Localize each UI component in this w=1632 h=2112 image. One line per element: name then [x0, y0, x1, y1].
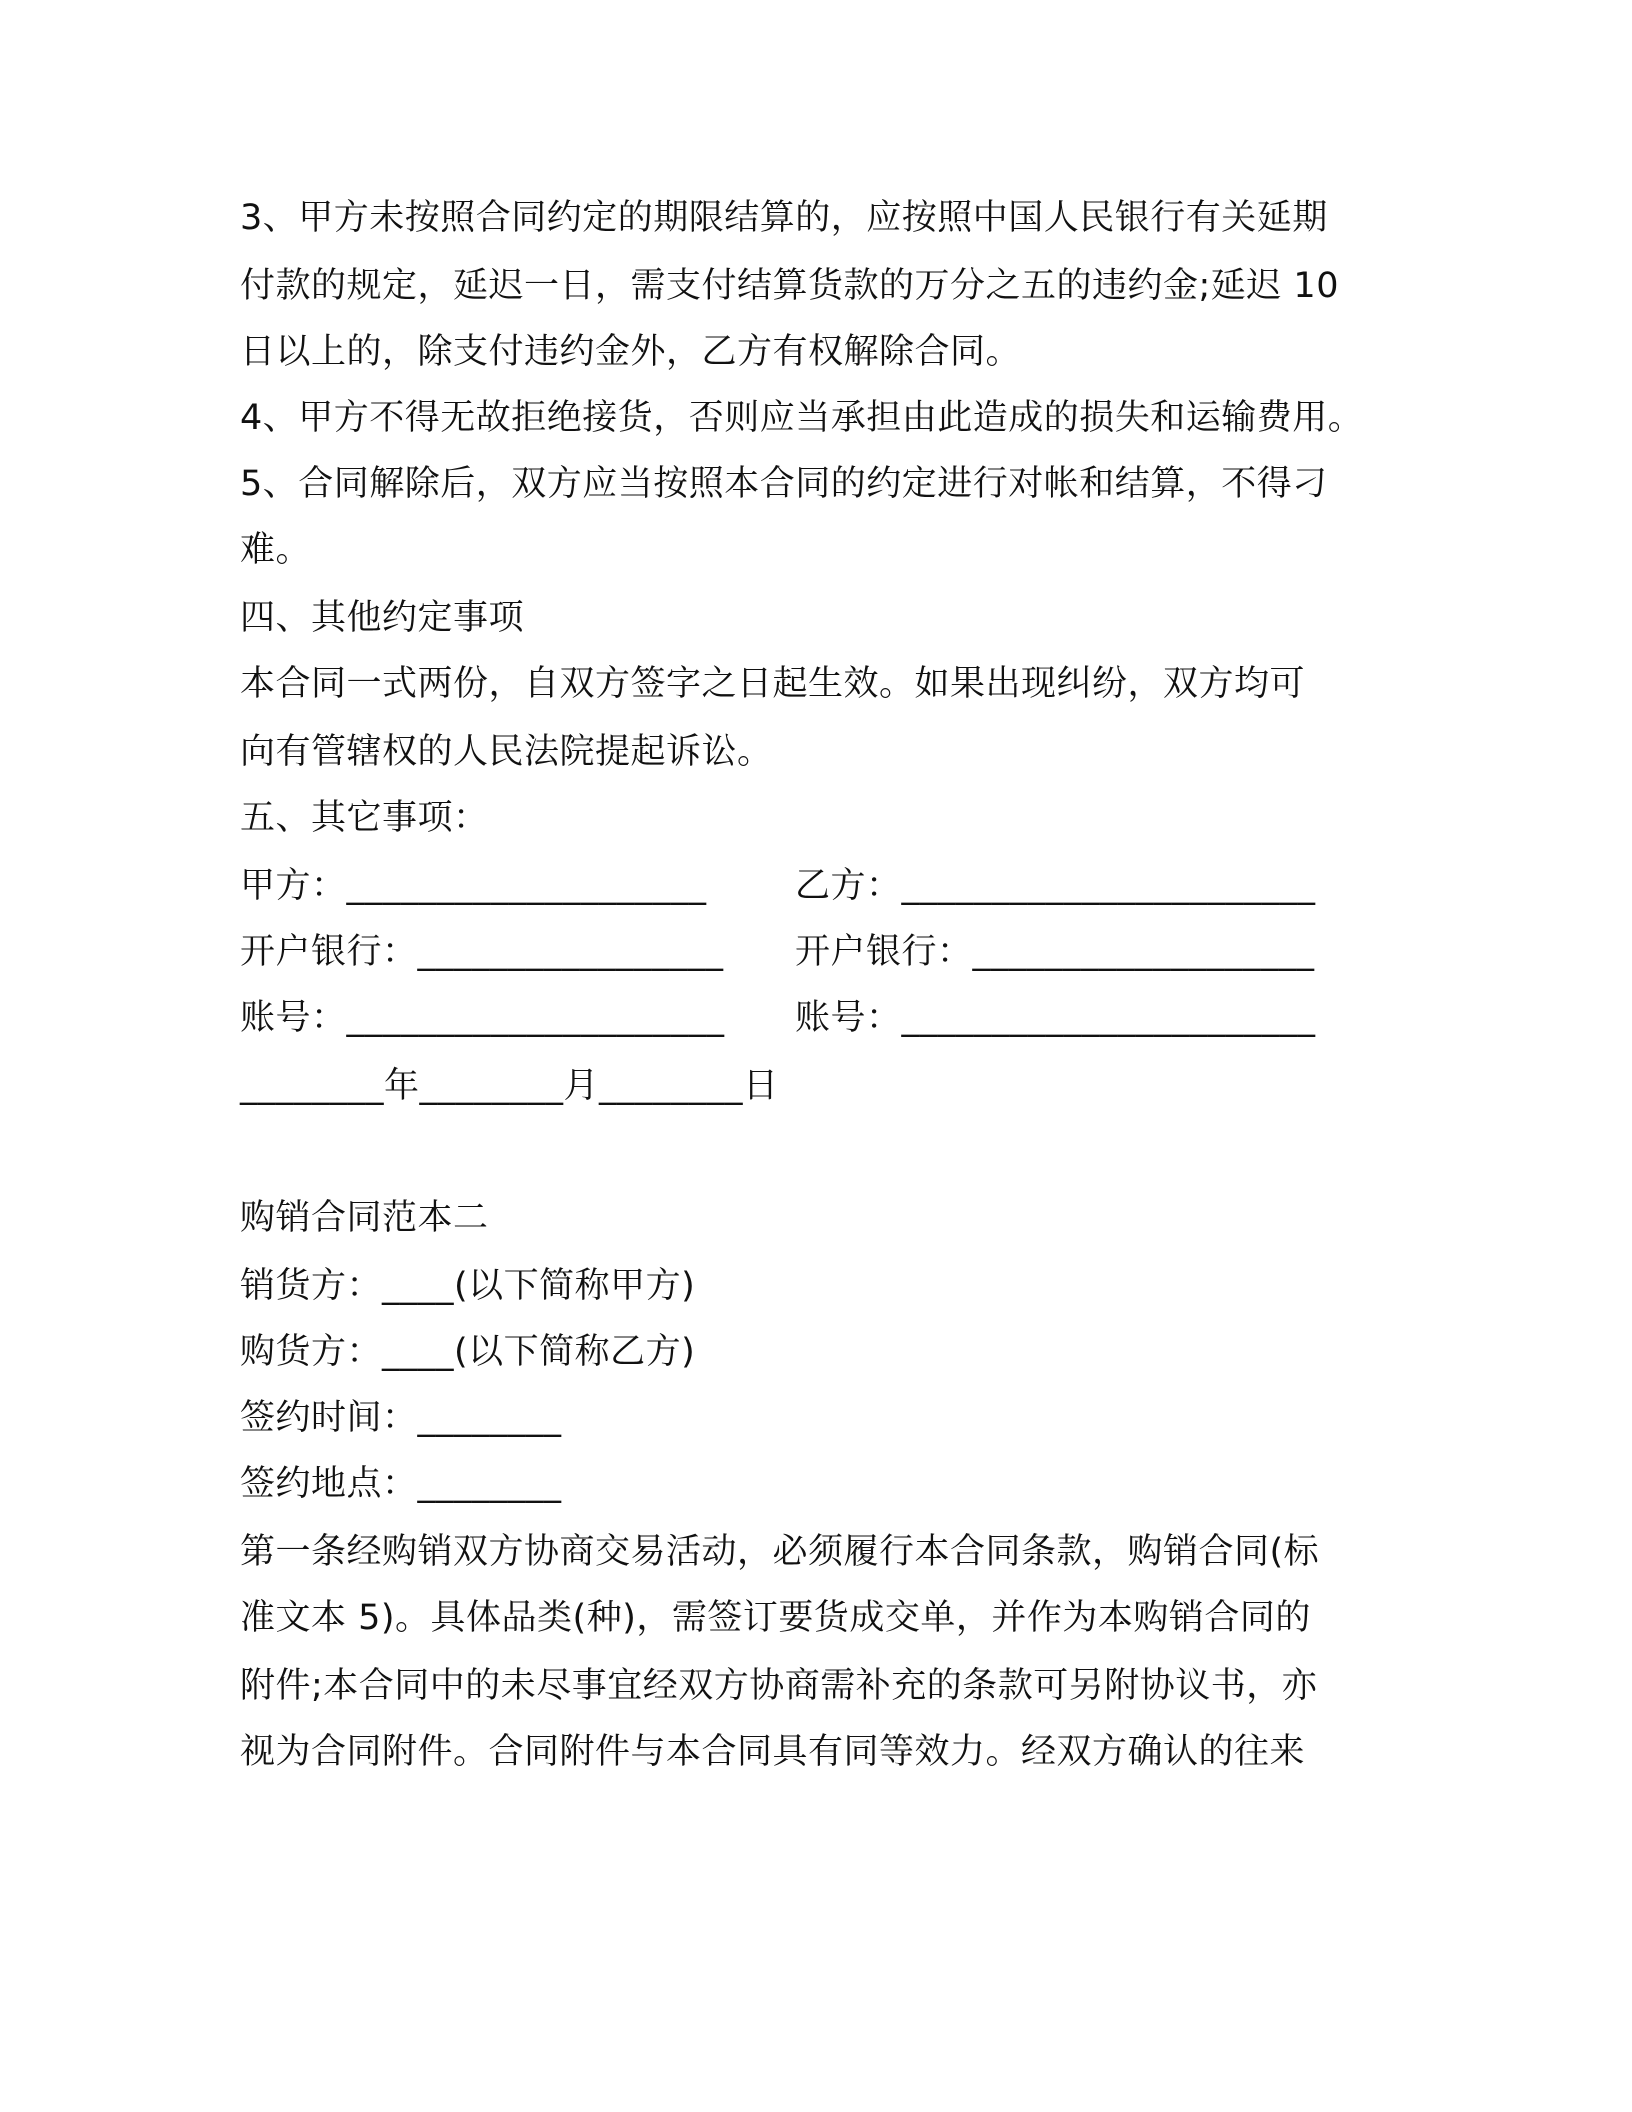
section-four-heading: 四、其他约定事项 [240, 598, 525, 638]
clause-3-line-2: 付款的规定，延迟一日，需支付结算货款的万分之五的违约金;延迟 10 [240, 266, 1339, 306]
clause-3-line-3: 日以上的，除支付违约金外，乙方有权解除合同。 [240, 332, 1022, 372]
template-two-title: 购销合同范本二 [240, 1198, 489, 1238]
article-one-line-2: 准文本 5)。具体品类(种)，需签订要货成交单，并作为本购销合同的 [240, 1598, 1311, 1638]
bank-b-field: 开户银行：___________________ [795, 932, 1315, 972]
section-four-line-1: 本合同一式两份，自双方签字之日起生效。如果出现纠纷，双方均可 [240, 664, 1306, 704]
section-five-heading: 五、其它事项： [240, 798, 489, 838]
article-one-line-3: 附件;本合同中的未尽事宜经双方协商需补充的条款可另附协议书，亦 [240, 1666, 1318, 1706]
sign-place-field: 签约地点：________ [240, 1464, 562, 1504]
buyer-field: 购货方：____(以下简称乙方) [240, 1332, 696, 1372]
clause-4: 4、甲方不得无故拒绝接货，否则应当承担由此造成的损失和运输费用。 [240, 398, 1364, 438]
section-four-line-2: 向有管辖权的人民法院提起诉讼。 [240, 732, 773, 772]
sign-time-field: 签约时间：________ [240, 1398, 562, 1438]
party-b-field: 乙方：_______________________ [795, 866, 1316, 906]
date-field: ________年________月________日 [240, 1066, 779, 1106]
account-a-field: 账号：_____________________ [240, 998, 725, 1038]
bank-a-field: 开户银行：_________________ [240, 932, 724, 972]
clause-3-line-1: 3、甲方未按照合同约定的期限结算的，应按照中国人民银行有关延期 [240, 198, 1328, 238]
account-b-field: 账号：_______________________ [795, 998, 1316, 1038]
article-one-line-1: 第一条经购销双方协商交易活动，必须履行本合同条款，购销合同(标 [240, 1532, 1320, 1572]
clause-5-line-2: 难。 [240, 530, 312, 570]
party-a-field: 甲方：____________________ [240, 866, 707, 906]
clause-5-line-1: 5、合同解除后，双方应当按照本合同的约定进行对帐和结算，不得刁 [240, 464, 1328, 504]
article-one-line-4: 视为合同附件。合同附件与本合同具有同等效力。经双方确认的往来 [240, 1732, 1306, 1772]
seller-field: 销货方：____(以下简称甲方) [240, 1266, 696, 1306]
